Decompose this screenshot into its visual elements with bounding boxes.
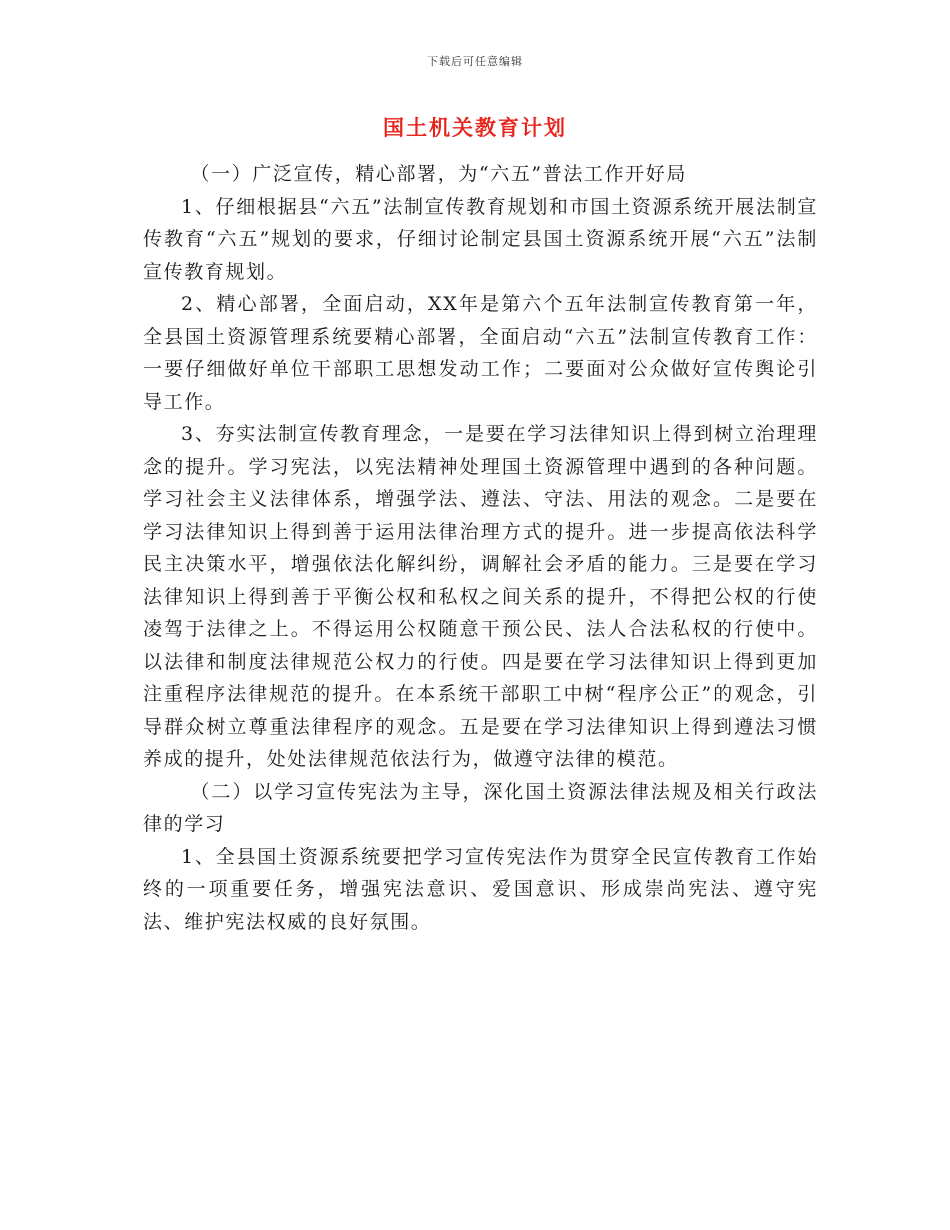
paragraph-4: 1、全县国土资源系统要把学习宣传宪法作为贯穿全民宣传教育工作始终的一项重要任务，增强宪法意识、爱国意识、形成崇尚宪法、遵守宪法、维护宪法权威的良好氛围。 [143,845,818,933]
paragraph-1: 1、仔细根据县“六五”法制宣传教育规划和市国土资源系统开展法制宣传教育“六五”规划的要求，仔细讨论制定县国土资源系统开展“六五”法制宣传教育规划。 [143,195,818,283]
document-body [143,158,818,938]
section-heading-2: （二）以学习宣传宪法为主导，深化国土资源法律法规及相关行政法律的学习 [143,780,818,835]
header-note: 下载后可任意编辑 [427,55,523,68]
section-heading-1: （一）广泛宣传，精心部署，为“六五”普法工作开好局 [190,163,687,185]
paragraph-2: 2、精心部署，全面启动，XX年是第六个五年法制宣传教育第一年，全县国土资源管理系统要精心部署，全面启动“六五”法制宣传教育工作：一要仔细做好单位干部职工思想发动工作；二要面对公众做好宣传舆论引导工作。 [143,293,818,413]
document-title: 国土机关教育计划 [383,115,567,140]
paragraph-3: 3、夯实法制宣传教育理念，一是要在学习法律知识上得到树立治理理念的提升。学习宪法，以宪法精神处理国土资源管理中遇到的各种问题。学习社会主义法律体系，增强学法、遵法、守法、用法的观念。二是要在学习法律知识上得到善于运用法律治理方式的提升。进一步提高依法科学民主决策水平，增强依法化解纠纷，调解社会矛盾的能力。三是要在学习法律知识上得到善于平衡公权和私权之间关系的提升，不得把公权的行使凌驾于法律之上。不得运用公权随意干预公民、法人合法私权的行使中。以法律和制度法律规范公权力的行使。四是要在学习法律知识上得到更加注重程序法律规范的提升。在本系统干部职工中树“程序公正”的观念，引导群众树立尊重法律程序的观念。五是要在学习法律知识上得到遵法习惯养成的提升，处处法律规范依法行为，做遵守法律的模范。 [143,423,818,770]
